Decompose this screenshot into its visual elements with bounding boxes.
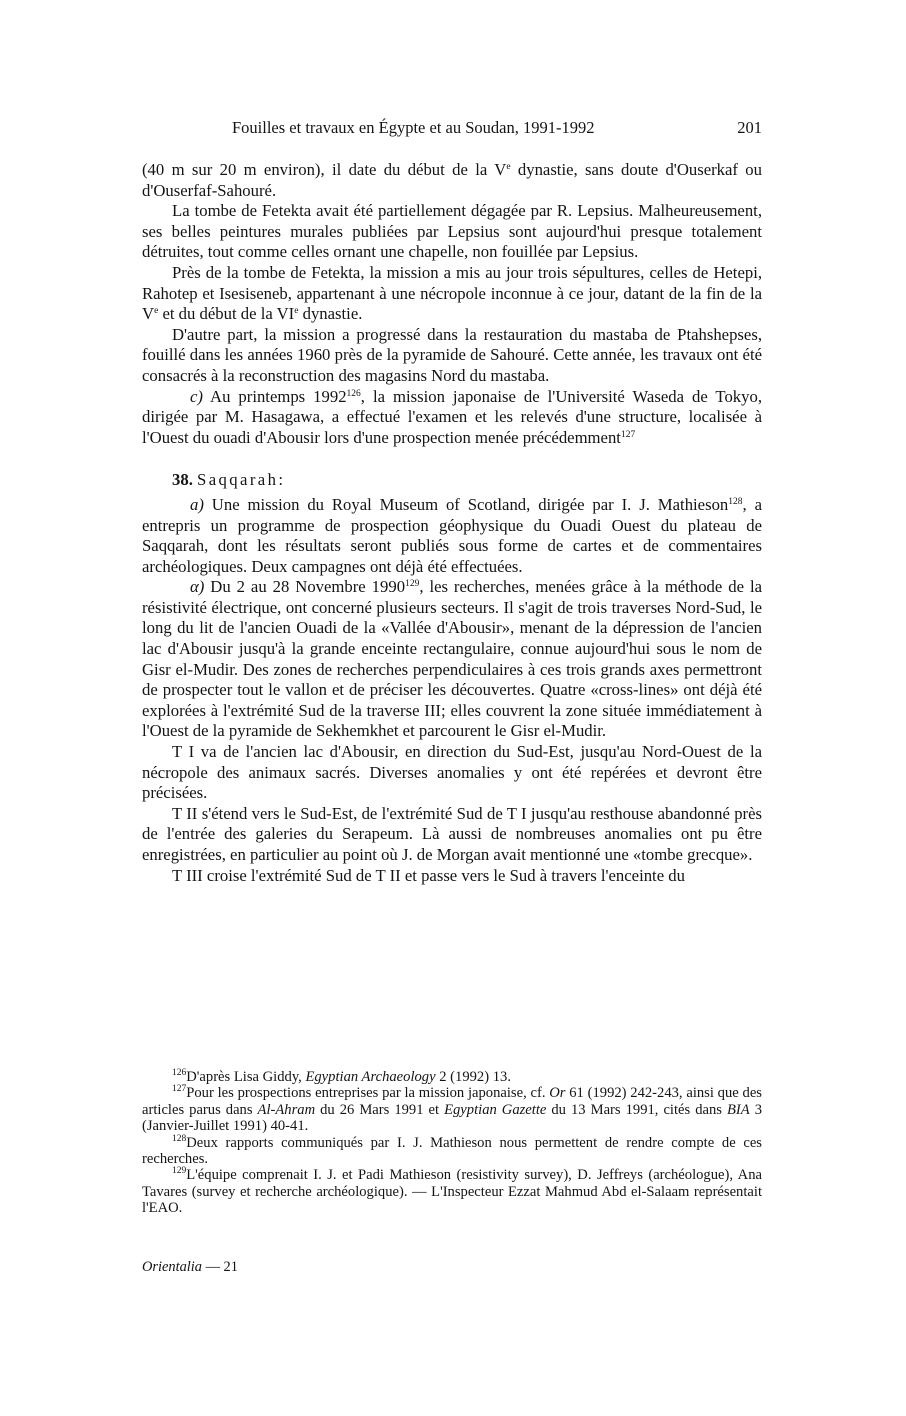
footnote-129 (142, 1167, 762, 1216)
text-run: Deux rapports communiqués par I. J. Mathieson nous permettent de rendre compte de ces recherches. (142, 1134, 762, 1168)
text-run: Du 2 au 28 Novembre 1990 (204, 577, 406, 597)
superscript: e (294, 306, 299, 317)
item-label: a) (190, 494, 204, 514)
footnote-127 (142, 1085, 762, 1134)
section-place: Saqqarah: (197, 470, 286, 490)
text-run: D'après Lisa Giddy, (186, 1069, 306, 1085)
text-run: Pour les prospections entreprises par la mission japonaise, cf. (186, 1085, 550, 1102)
italic-title: Egyptian Archaeology (305, 1069, 436, 1085)
item-label: α) (190, 577, 205, 597)
text-run: Au printemps 1992 (202, 386, 347, 406)
paragraph: D'autre part, la mission a progressé dans la restauration du mastaba de Ptahshepses, fouillé dans les années 1960 près de la pyramide de Sahouré. Cette année, les travaux ont été consacrés à la reconstruction des magasins Nord du mastaba. (142, 324, 762, 385)
italic-title: Al-Ahram (257, 1101, 316, 1118)
running-header (142, 118, 762, 140)
text-run: , la mission japonaise de l'Université Waseda de Tokyo, dirigée par M. Hasagawa, a effectué l'examen et les relevés d'une structure, localisée à l'Ouest du ouadi d'Abousir lors d'une prospection menée précédemment (142, 386, 762, 447)
paragraph: T II s'étend vers le Sud-Est, de l'extrémité Sud de T I jusqu'au resthouse abandonné près de l'entrée des galeries du Serapeum. Là aussi de nombreuses anomalies ont pu être enregistrées, en particulier au point où J. de Morgan avait mentionné une «tombe grecque». (142, 803, 762, 864)
paragraph: T I va de l'ancien lac d'Abousir, en direction du Sud-Est, jusqu'au Nord-Ouest de la nécropole des animaux sacrés. Diverses anomalies y ont été repérées et devront être précisées. (142, 742, 762, 803)
text-run: Près de la tombe de Fetekta, la mission a mis au jour trois sépultures, celles de Hetepi, Rahotep et Isesiseneb, appartenant à une nécropole inconnue à ce jour, datant de la fin de la V (142, 262, 762, 324)
italic-title: Or (549, 1085, 566, 1102)
paragraph (142, 160, 762, 201)
item-label: c) (190, 386, 203, 406)
text-run: Une mission du Royal Museum of Scotland, dirigée par I. J. Mathieson (203, 494, 729, 514)
section-number: 38. (172, 470, 193, 490)
text-run: du 26 Mars 1991 et (315, 1101, 445, 1118)
text-run: dynastie. (298, 304, 363, 324)
footnote-number: 129 (172, 1166, 187, 1177)
text-run: et du début de la VI (158, 304, 295, 324)
text-run: 2 (1992) 13. (435, 1069, 511, 1085)
text-run: , les recherches, menées grâce à la méthode de la résistivité électrique, ont concerné plusieurs secteurs. Il s'agit de trois traverses Nord-Sud, le long du lit de l'ancien Ouadi de la «Vallée d'Abousir», menant de la dépression de l'ancien lac d'Abousir jusqu'à la grande enceinte rectangulaire, connue aujourd'hui sous le nom de Gisr el-Mudir. Des zones de recherches perpendiculaires à ces trois grands axes permettront de prospecter tout le vallon et de préciser les découvertes. Quatre «cross-lines» ont déjà été explorées à l'extrémité Sud de la traverse III; elles couvrent la zone située immédiatement à l'Ouest de la pyramide de Sekhemkhet et parcourent le Gisr el-Mudir. (142, 577, 762, 741)
text-run: L'équipe comprenait I. J. et Padi Mathieson (resistivity survey), D. Jeffreys (archéologue), Ana Tavares (survey et recherche archéologique). — L'Inspecteur Ezzat Mahmud Abd el-Salaam représentait l'EAO. (142, 1167, 762, 1217)
italic-title: BIA (726, 1101, 750, 1118)
paragraph (142, 263, 762, 325)
paragraph (142, 495, 762, 577)
signature-mark: — 21 (201, 1259, 238, 1275)
footnotes (142, 1069, 762, 1217)
text-run: 3 (Janvier-Juillet 1991) 40-41. (142, 1101, 762, 1135)
footnote-ref[interactable]: 127 (620, 429, 636, 440)
running-title: Fouilles et travaux en Égypte et au Soudan, 1991-1992 (232, 118, 595, 137)
footnote-128 (142, 1135, 762, 1168)
italic-title: Egyptian Gazette (444, 1101, 547, 1118)
footnote-number: 128 (172, 1133, 187, 1144)
text-run: , a entrepris un programme de prospection géophysique du Ouadi Ouest du plateau de Saqqarah, dont les résultats seront publiés sous forme de cartes et de commentaires archéologiques. Deux campagnes ont déjà été effectuées. (142, 494, 762, 576)
footnote-ref[interactable]: 126 (346, 388, 361, 399)
footnote-number: 126 (172, 1068, 187, 1078)
page-footer (142, 1259, 238, 1276)
paragraph (142, 577, 762, 742)
text-run: dynastie, sans doute d'Ouserkaf ou d'Ouserfaf-Sahouré. (142, 160, 762, 200)
paragraph: T III croise l'extrémité Sud de T II et passe vers le Sud à travers l'enceinte du (172, 865, 685, 885)
page-number: 201 (737, 118, 762, 137)
footnote-ref[interactable]: 129 (405, 579, 420, 590)
superscript: e (154, 306, 159, 317)
journal-name: Orientalia (142, 1259, 202, 1275)
footnote-126 (142, 1069, 762, 1085)
text-run: (40 m sur 20 m environ), il date du début de la V (142, 160, 507, 179)
text-run: 61 (1992) 242-243, ainsi que des articles parus dans (142, 1085, 762, 1118)
paragraph: La tombe de Fetekta avait été partiellement dégagée par R. Lepsius. Malheureusement, ses belles peintures murales publiées par Lepsius sont aujourd'hui presque totalement détruites, tout comme celles ornant une chapelle, non fouillée par Lepsius. (142, 201, 762, 262)
section-heading (142, 470, 762, 491)
text-run: du 13 Mars 1991, cités dans (546, 1101, 727, 1118)
main-text (142, 160, 762, 886)
superscript: e (506, 162, 511, 172)
paragraph (142, 387, 762, 449)
footnote-ref[interactable]: 128 (728, 496, 743, 507)
footnote-number: 127 (172, 1084, 187, 1095)
